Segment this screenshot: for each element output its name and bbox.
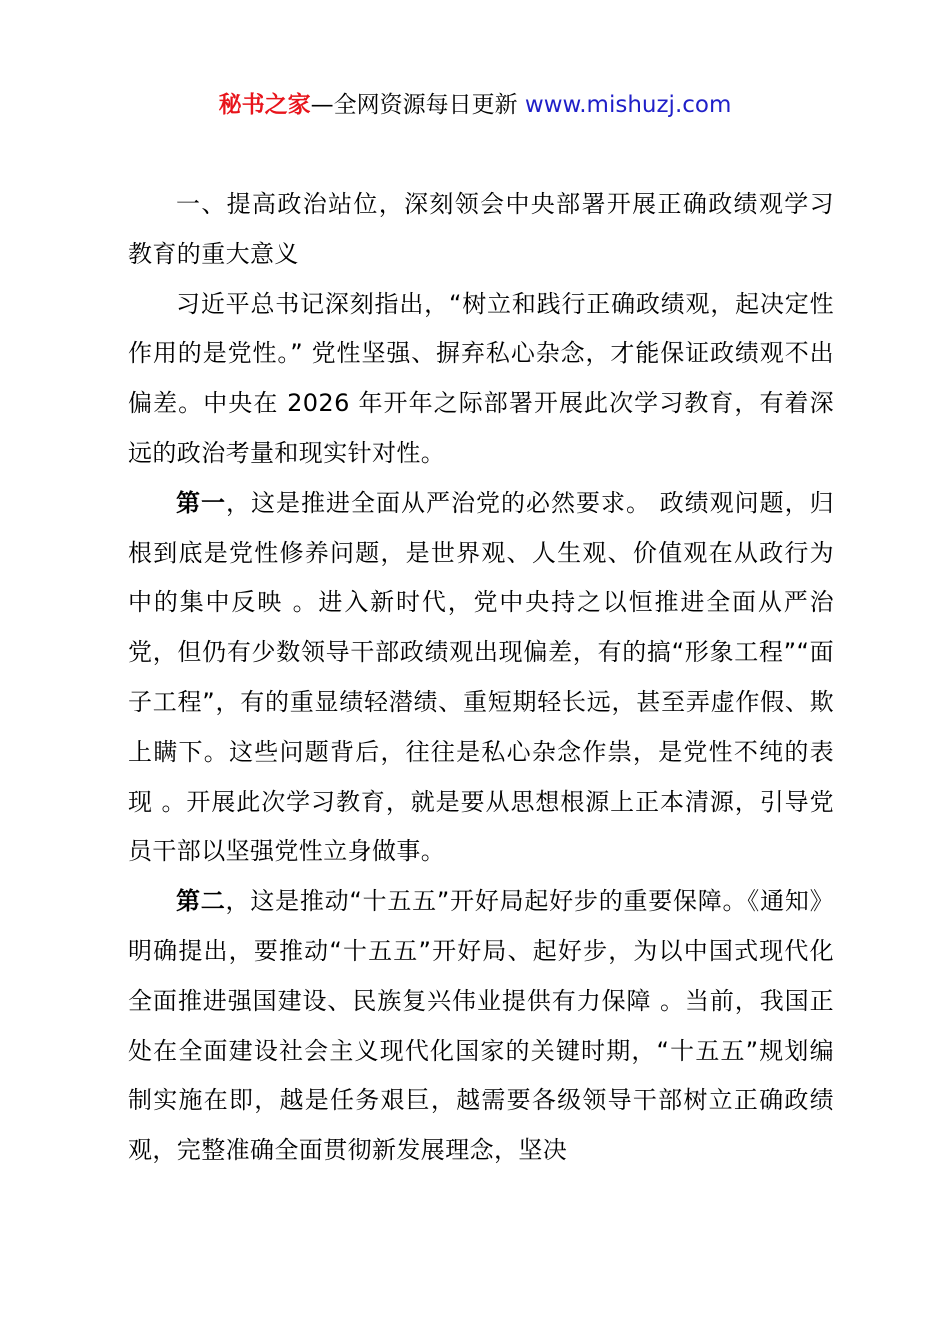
brand-name: 秘书之家: [218, 92, 311, 118]
site-header: [0, 88, 950, 122]
paragraph-1: 习近平总书记深刻指出，“树立和践行正确政绩观，起决定性作用的是党性。” 党性坚强、摒弃私心杂念，才能保证政绩观不出偏差。中央在 2026 年开年之际部署开展此次学习教育，有着深远的政治考量和现实针对性。: [128, 289, 834, 467]
section-heading: 一、提高政治站位，深刻领会中央部署开展正确政绩观学习教育的重大意义: [128, 190, 834, 268]
site-url-link[interactable]: www.mishuzj.com: [524, 92, 732, 118]
paragraph-3-lead: 第二: [176, 887, 226, 916]
paragraph-2-lead: 第一: [176, 488, 226, 517]
article-body: [128, 180, 834, 1176]
paragraph-2-text: ，这是推进全面从严治党的必然要求。 政绩观问题，归根到底是党性修养问题，是世界观、人生观、价值观在从政行为中的集中反映 。进入新时代，党中央持之以恒推进全面从严治党，但仍有少数领导干部政绩观出现偏差，有的搞“形象工程”“面子工程”，有的重显绩轻潜绩、重短期轻长远，甚至弄虚作假、欺上瞒下。这些问题背后，往往是私心杂念作祟，是党性不纯的表现 。开展此次学习教育，就是要从思想根源上正本清源，引导党员干部以坚强党性立身做事。: [128, 488, 834, 866]
paragraph-3-text: ，这是推动“十五五”开好局起好步的重要保障。《通知》明确提出，要推动“十五五”开好局、起好步，为以中国式现代化全面推进强国建设、民族复兴伟业提供有力保障 。当前，我国正处在全面建设社会主义现代化国家的关键时期，“十五五”规划编制实施在即，越是任务艰巨，越需要各级领导干部树立正确政绩观，完整准确全面贯彻新发展理念，坚决: [128, 887, 834, 1165]
header-slogan: —全网资源每日更新: [310, 92, 525, 118]
paragraph-2: [128, 479, 834, 877]
paragraph-3: [128, 877, 834, 1176]
